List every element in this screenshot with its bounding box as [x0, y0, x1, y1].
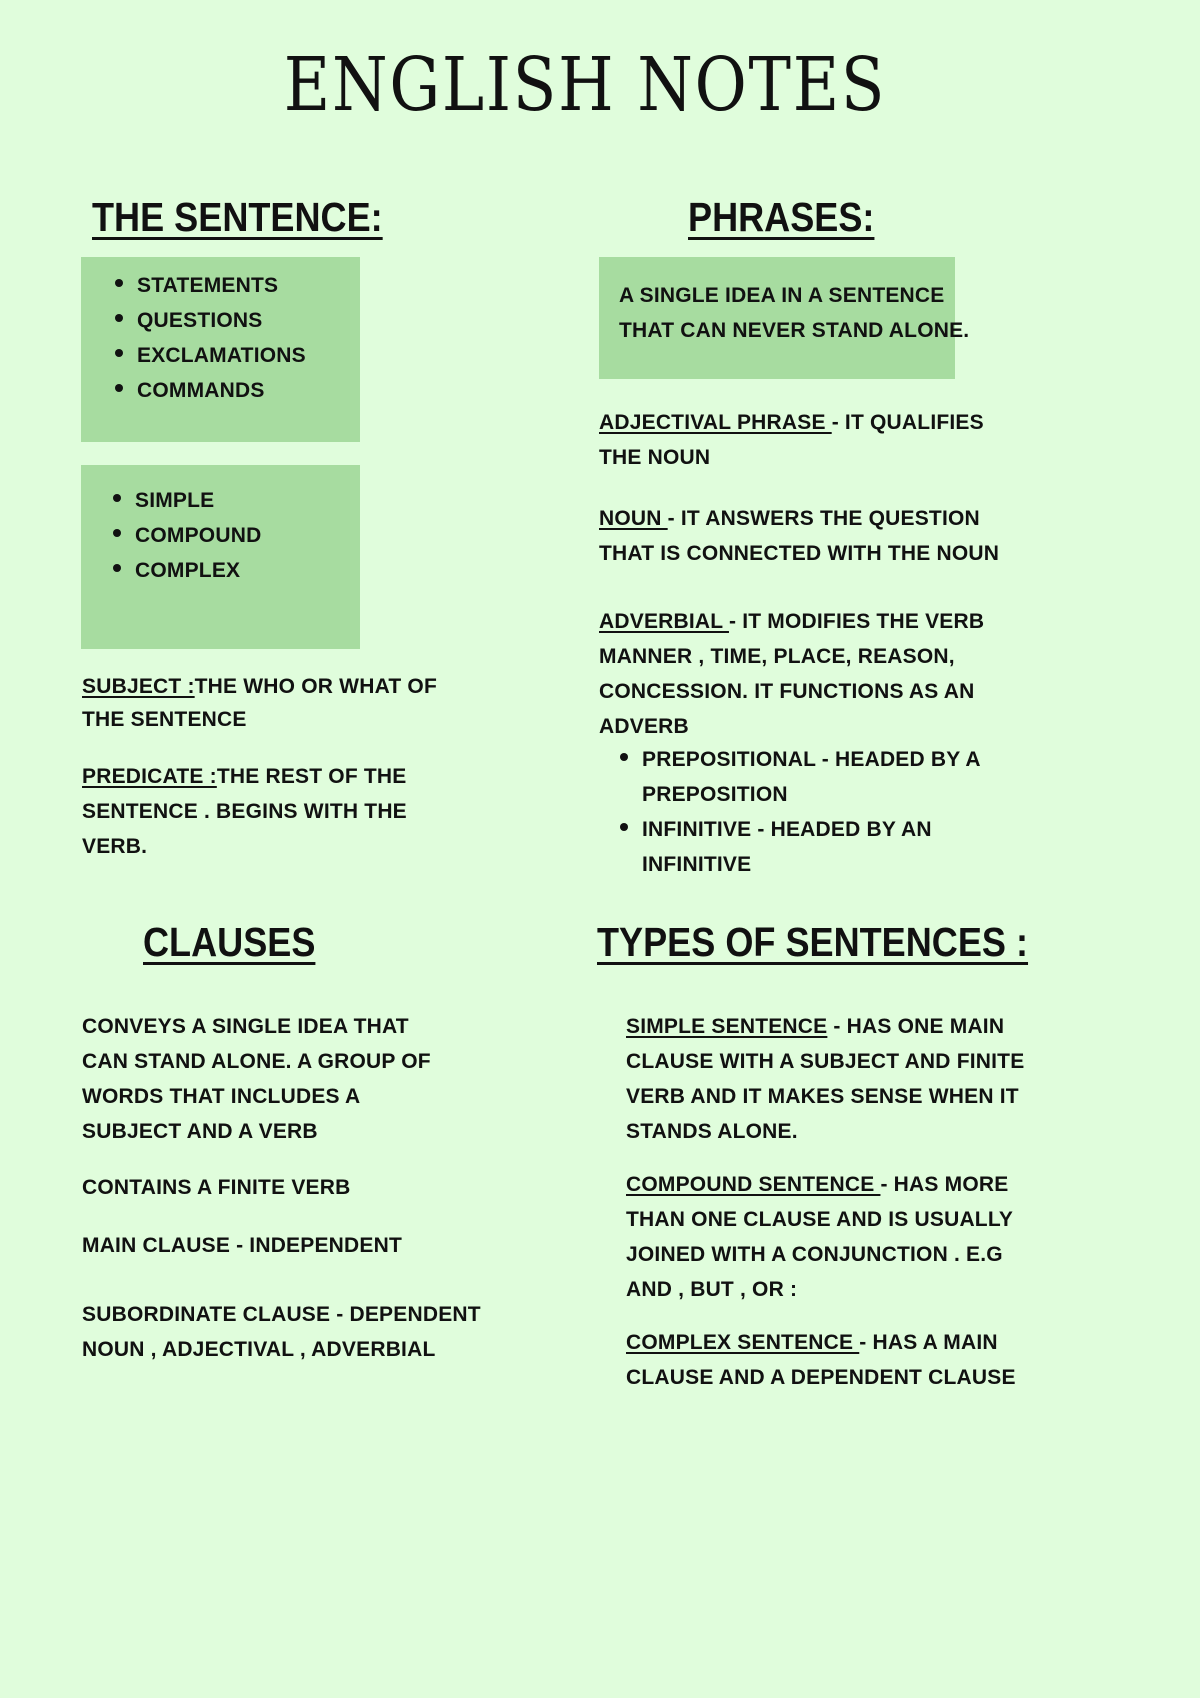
compound-sentence-term: COMPOUND SENTENCE	[626, 1173, 881, 1196]
sentence-structure-box	[81, 465, 360, 649]
complex-sentence-term: COMPLEX SENTENCE	[626, 1331, 860, 1354]
list-item: PREPOSITIONAL - HEADED BY A PREPOSITION	[616, 742, 981, 812]
subject-definition: SUBJECT :THE WHO OR WHAT OF THE SENTENCE	[82, 675, 437, 731]
subordinate-clause-note: SUBORDINATE CLAUSE - DEPENDENT NOUN , ADJECTIVAL , ADVERBIAL	[82, 1303, 481, 1361]
adverbial-phrase-term: ADVERBIAL	[599, 610, 729, 633]
adjectival-phrase-term: ADJECTIVAL PHRASE	[599, 411, 832, 434]
predicate-term: PREDICATE :	[82, 765, 217, 788]
page-title: ENGLISH NOTES	[283, 42, 887, 128]
adverbial-phrase-definition: ADVERBIAL - IT MODIFIES THE VERB MANNER , TIME, PLACE, REASON, CONCESSION. IT FUNCTIONS AS AN ADVERB	[599, 610, 985, 738]
simple-sentence-term: SIMPLE SENTENCE	[626, 1015, 828, 1038]
list-item: COMPOUND	[109, 518, 261, 553]
clause-definition: CONVEYS A SINGLE IDEA THAT CAN STAND ALONE. A GROUP OF WORDS THAT INCLUDES A SUBJECT AND A VERB	[82, 1015, 431, 1143]
main-clause-note: MAIN CLAUSE - INDEPENDENT	[82, 1234, 403, 1257]
subject-term: SUBJECT :	[82, 675, 195, 698]
sentence-heading: THE SENTENCE:	[92, 194, 383, 240]
clause-finite-note: CONTAINS A FINITE VERB	[82, 1176, 351, 1199]
list-item: SIMPLE	[109, 483, 261, 518]
list-item: INFINITIVE - HEADED BY AN INFINITIVE	[616, 812, 981, 882]
sentence-types-box	[81, 257, 360, 442]
compound-sentence-definition: COMPOUND SENTENCE - HAS MORE THAN ONE CLAUSE AND IS USUALLY JOINED WITH A CONJUNCTION . E.G AND , BUT , OR :	[626, 1173, 1014, 1301]
clauses-heading: CLAUSES	[143, 919, 316, 965]
phrase-definition: A SINGLE IDEA IN A SENTENCE THAT CAN NEVER STAND ALONE.	[619, 284, 970, 342]
simple-sentence-definition: SIMPLE SENTENCE - HAS ONE MAIN CLAUSE WITH A SUBJECT AND FINITE VERB AND IT MAKES SENSE WHEN IT STANDS ALONE.	[626, 1015, 1025, 1143]
adverbial-types-list	[616, 742, 981, 882]
list-item: COMMANDS	[111, 373, 306, 408]
list-item: COMPLEX	[109, 553, 261, 588]
complex-sentence-definition: COMPLEX SENTENCE - HAS A MAIN CLAUSE AND A DEPENDENT CLAUSE	[626, 1331, 1016, 1389]
sentence-kinds-list	[111, 268, 306, 408]
noun-phrase-definition: NOUN - IT ANSWERS THE QUESTION THAT IS CONNECTED WITH THE NOUN	[599, 507, 1000, 565]
list-item: STATEMENTS	[111, 268, 306, 303]
adjectival-phrase-definition: ADJECTIVAL PHRASE - IT QUALIFIES THE NOUN	[599, 411, 984, 469]
sentence-structures-list	[109, 483, 261, 588]
list-item: QUESTIONS	[111, 303, 306, 338]
phrase-definition-box	[599, 257, 970, 379]
list-item: EXCLAMATIONS	[111, 338, 306, 373]
types-heading: TYPES OF SENTENCES :	[597, 919, 1029, 965]
phrases-heading: PHRASES:	[688, 194, 875, 240]
predicate-definition: PREDICATE :THE REST OF THE SENTENCE . BEGINS WITH THE VERB.	[82, 765, 407, 858]
noun-phrase-term: NOUN	[599, 507, 668, 530]
